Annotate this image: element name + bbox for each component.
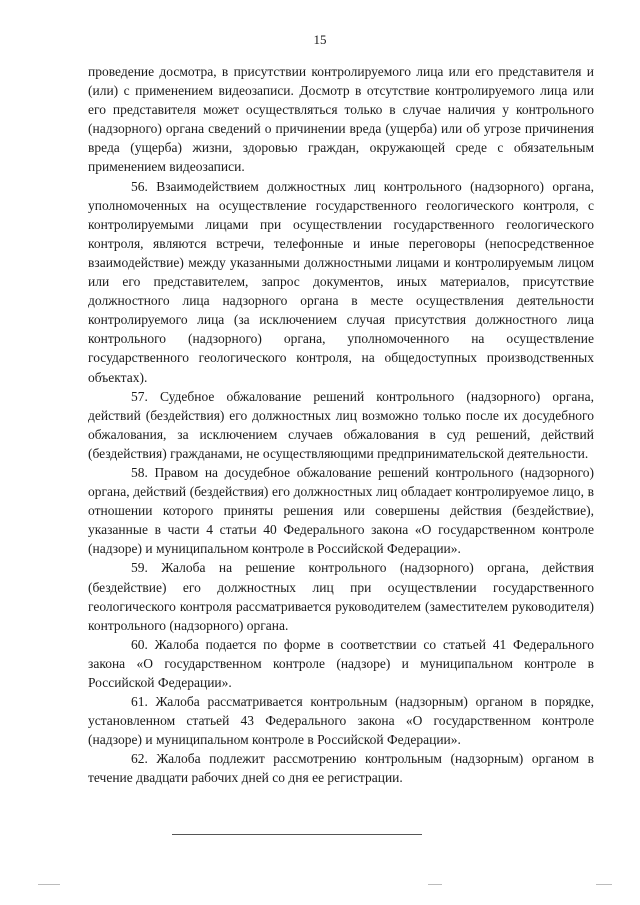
paragraph-continuation: проведение досмотра, в присутствии контролируемого лица или его представителя и (или) с применением видеозаписи. Досмотр в отсутствие контролируемого лица или его представителя может осуществляться только в случае наличия у контрольного (надзорного) органа сведений о причинении вреда (ущерба) или об угрозе причинения вреда (ущерба) жизни, здоровью граждан, окружающей среде с обязательным применением видеозаписи. [88,64,594,175]
paragraph-60: 60. Жалоба подается по форме в соответствии со статьей 41 Федерального закона «О государственном контроле (надзоре) и муниципальном контроле в Российской Федерации». [88,636,594,690]
end-of-text-rule [172,834,422,835]
paragraph-62: 62. Жалоба подлежит рассмотрению контрольным (надзорным) органом в течение двадцати рабочих дней со дня ее регистрации. [88,751,594,786]
paragraph-57: 57. Судебное обжалование решений контрольного (надзорного) органа, действий (бездействия) его должностных лиц возможно только после их досудебного обжалования, за исключением случаев обжалования в суд решений, действий (бездействия) гражданами, не осуществляющими предпринимательской деятельности. [88,388,594,461]
scan-speck-right [596,884,612,885]
paragraph-56: 56. Взаимодействием должностных лиц контрольного (надзорного) органа, уполномоченных на осуществление государственного геологического контроля, с контролируемыми лицами при осуществлении государственного геологического контроля, являются встречи, телефонные и иные переговоры (непосредственное взаимодействие) между указанными должностными лицами и контролируемым лицом или его представителем, запрос документов, иных материалов, присутствие должностного лица надзорного органа в месте осуществления деятельности контролируемого лица (за исключением случая присутствия должностного лица контрольного (надзорного) органа, уполномоченного на осуществление государственного геологического контроля, на общедоступных производственных объектах). [88,178,594,385]
paragraph-58: 58. Правом на досудебное обжалование решений контрольного (надзорного) органа, действий (бездействия) его должностных лиц обладает контролируемое лицо, в отношении которого приняты решения или совершены действия (бездействие), указанные в части 4 статьи 40 Федерального закона «О государственном контроле (надзоре) и муниципальном контроле в Российской Федерации». [88,464,594,557]
paragraph-61: 61. Жалоба рассматривается контрольным (надзорным) органом в порядке, установленном статьей 43 Федерального закона «О государственном контроле (надзоре) и муниципальном контроле в Российской Федерации». [88,694,594,748]
page-number: 15 [313,32,327,47]
scan-speck-center [428,884,442,885]
body-text [88,62,594,788]
paragraph-59: 59. Жалоба на решение контрольного (надзорного) органа, действия (бездействие) его должностных лиц при осуществлении государственного геологического контроля рассматривается руководителем (заместителем руководителя) контрольного (надзорного) органа. [88,560,594,633]
scan-speck-left [38,884,60,885]
